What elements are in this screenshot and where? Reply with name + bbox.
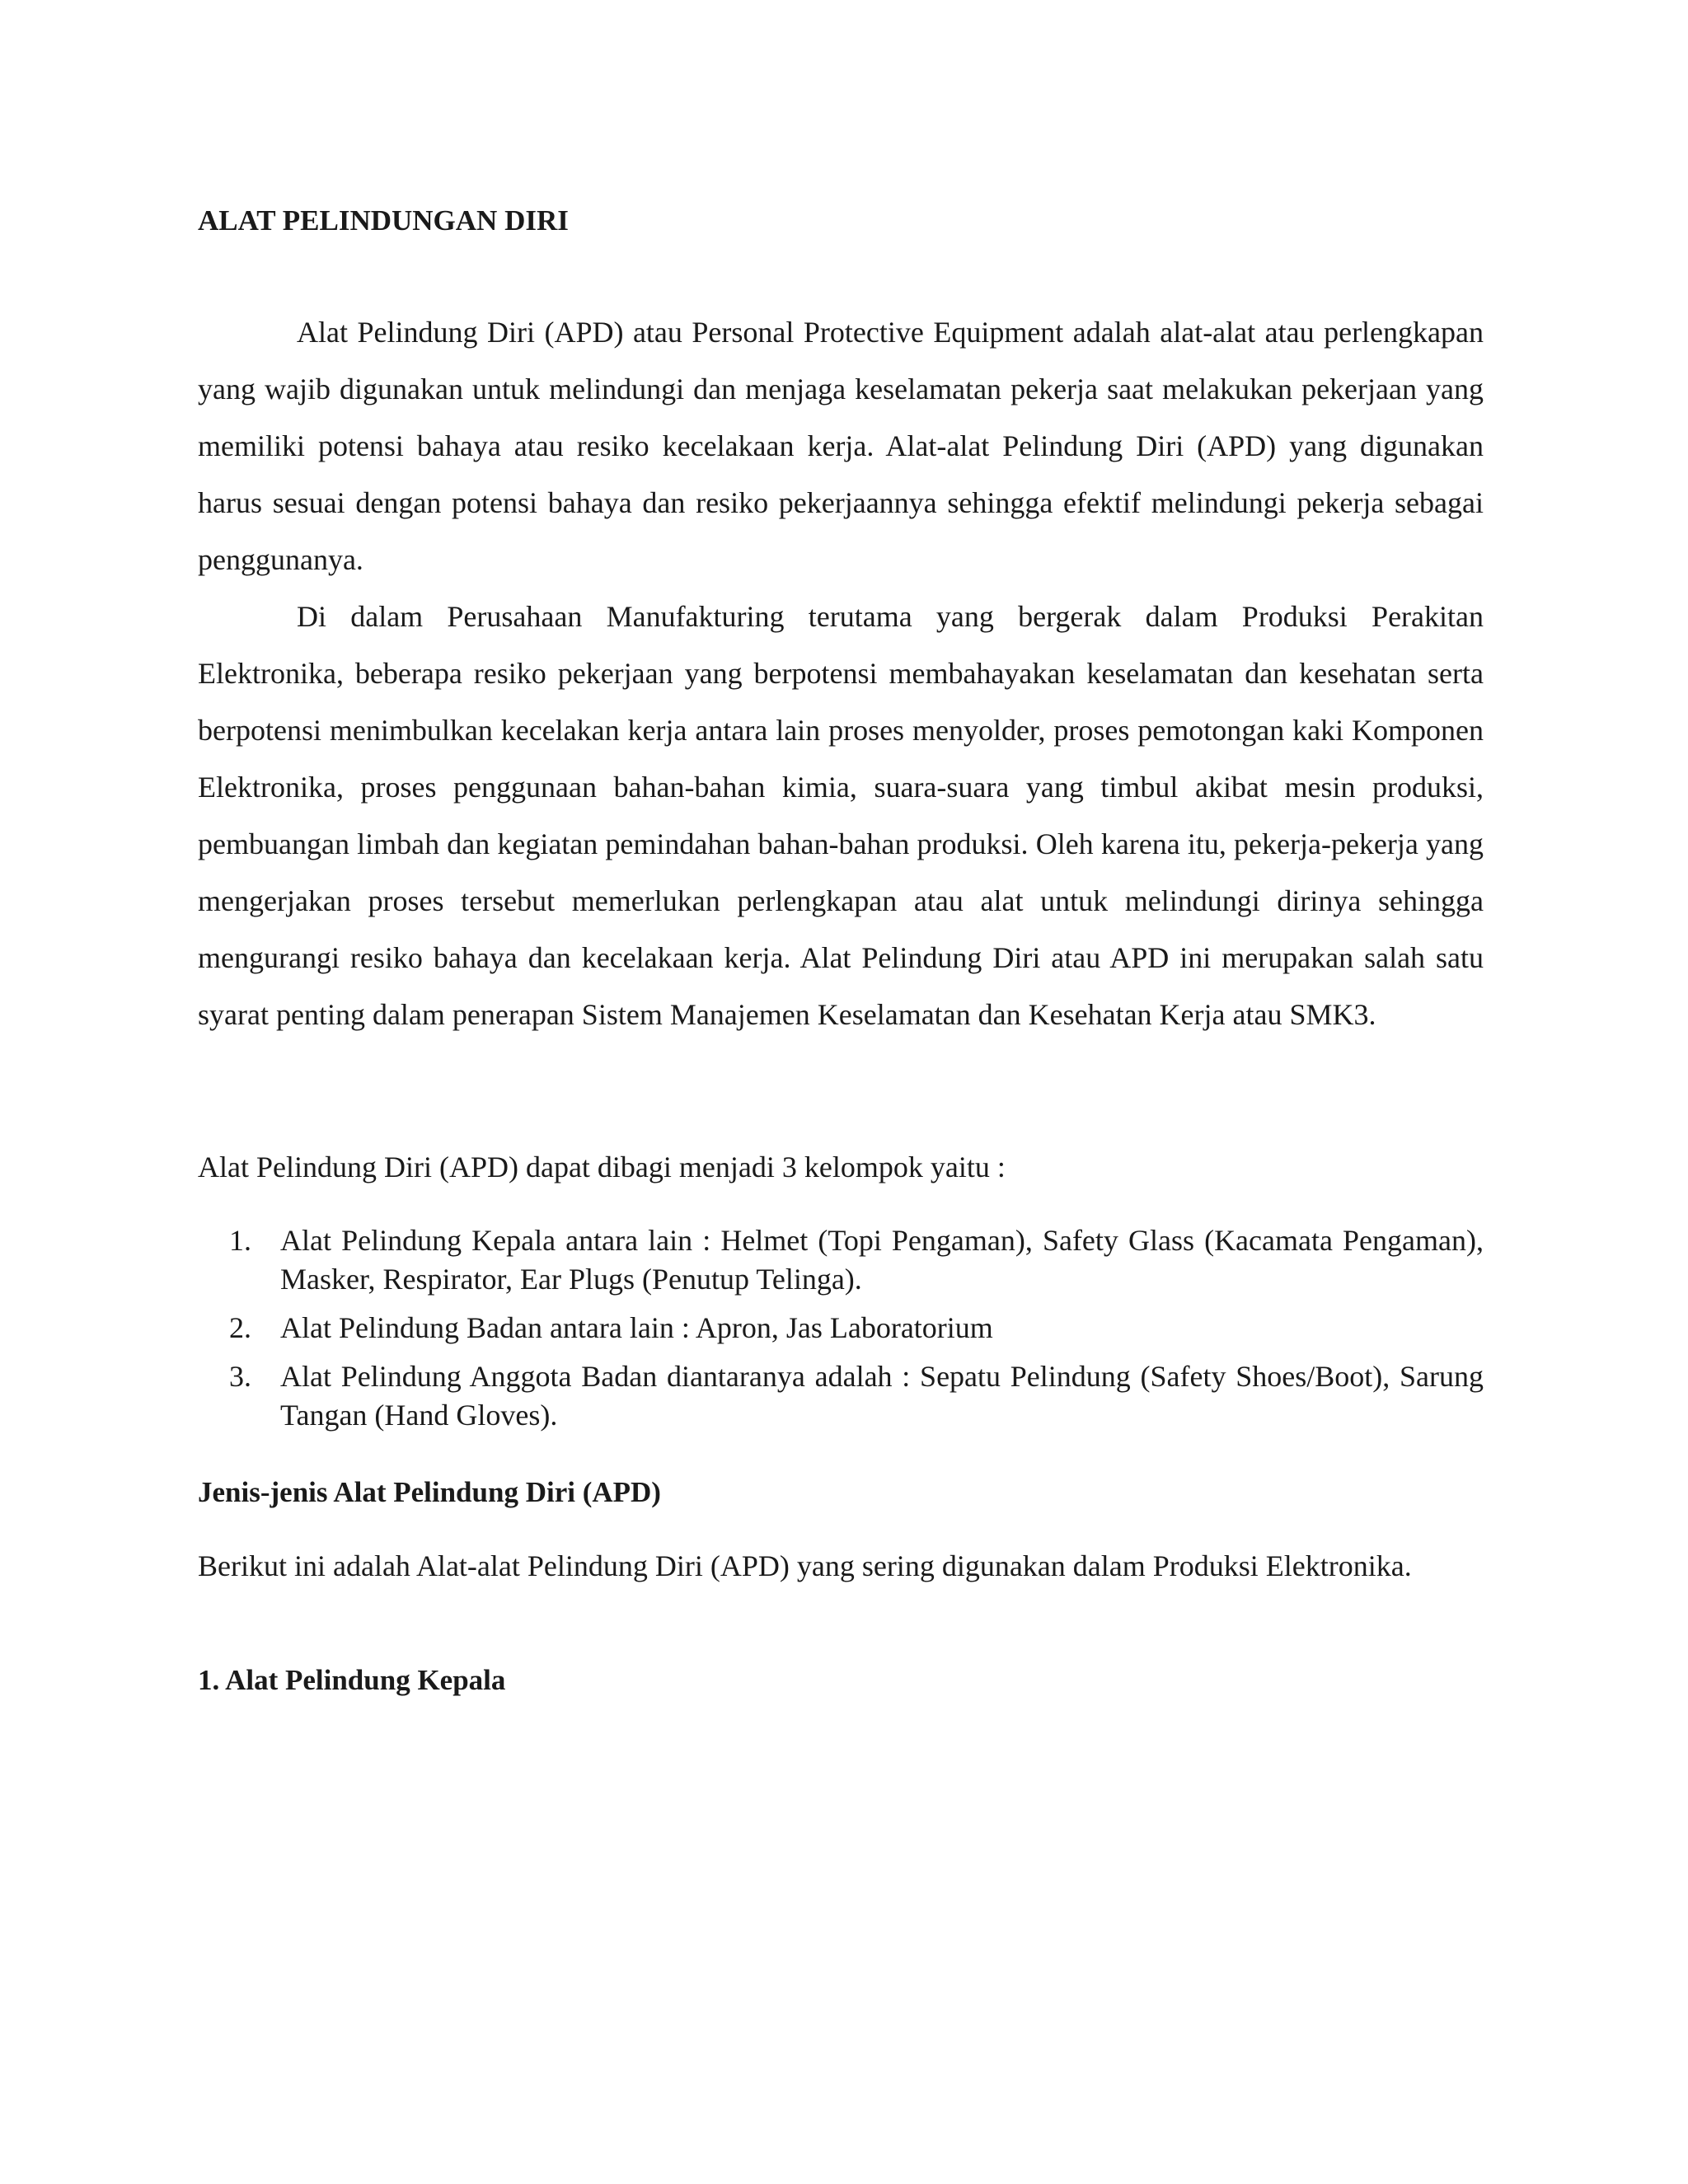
section-intro: Berikut ini adalah Alat-alat Pelindung Diri (APD) yang sering digunakan dalam Produksi Elektronika. <box>198 1549 1412 1582</box>
list-item-text: Alat Pelindung Anggota Badan diantaranya adalah : Sepatu Pelindung (Safety Shoes/Boot), Sarung Tangan (Hand Gloves). <box>280 1360 1484 1432</box>
list-item-text: Alat Pelindung Kepala antara lain : Helmet (Topi Pengaman), Safety Glass (Kacamata Pengaman), Masker, Respirator, Ear Plugs (Penutup Telinga). <box>280 1224 1484 1296</box>
section-heading: Jenis-jenis Alat Pelindung Diri (APD) <box>198 1476 661 1508</box>
subsection-heading: 1. Alat Pelindung Kepala <box>198 1664 506 1696</box>
document-title: ALAT PELINDUNGAN DIRI <box>198 204 569 237</box>
list-item <box>198 1357 1484 1435</box>
list-number: 2. <box>229 1311 251 1344</box>
list-item-text: Alat Pelindung Badan antara lain : Apron, Jas Laboratorium <box>280 1311 993 1344</box>
list-item <box>198 1221 1484 1299</box>
list-item <box>198 1309 1484 1347</box>
body-paragraph: Di dalam Perusahaan Manufakturing terutama yang bergerak dalam Produksi Perakitan Elektronika, beberapa resiko pekerjaan yang berpotensi membahayakan keselamatan dan kesehatan serta berpotensi menimbulkan kecelakan kerja antara lain proses menyolder, proses pemotongan kaki Komponen Elektronika, proses penggunaan bahan-bahan kimia, suara-suara yang timbul akibat mesin produksi, pembuangan limbah dan kegiatan pemindahan bahan-bahan produksi. Oleh karena itu, pekerja-pekerja yang mengerjakan proses tersebut memerlukan perlengkapan atau alat untuk melindungi dirinya sehingga mengurangi resiko bahaya dan kecelakaan kerja. Alat Pelindung Diri atau APD ini merupakan salah satu syarat penting dalam penerapan Sistem Manajemen Keselamatan dan Kesehatan Kerja atau SMK3. <box>198 600 1484 1031</box>
group-lead-text: Alat Pelindung Diri (APD) dapat dibagi menjadi 3 kelompok yaitu : <box>198 1151 1006 1183</box>
list-number: 1. <box>229 1224 251 1257</box>
apd-group-list <box>198 1221 1484 1445</box>
list-number: 3. <box>229 1360 251 1393</box>
body-paragraph: Alat Pelindung Diri (APD) atau Personal Protective Equipment adalah alat-alat atau perlengkapan yang wajib digunakan untuk melindungi dan menjaga keselamatan pekerja saat melakukan pekerjaan yang memiliki potensi bahaya atau resiko kecelakaan kerja. Alat-alat Pelindung Diri (APD) yang digunakan harus sesuai dengan potensi bahaya dan resiko pekerjaannya sehingga efektif melindungi pekerja sebagai penggunanya. <box>198 316 1484 576</box>
